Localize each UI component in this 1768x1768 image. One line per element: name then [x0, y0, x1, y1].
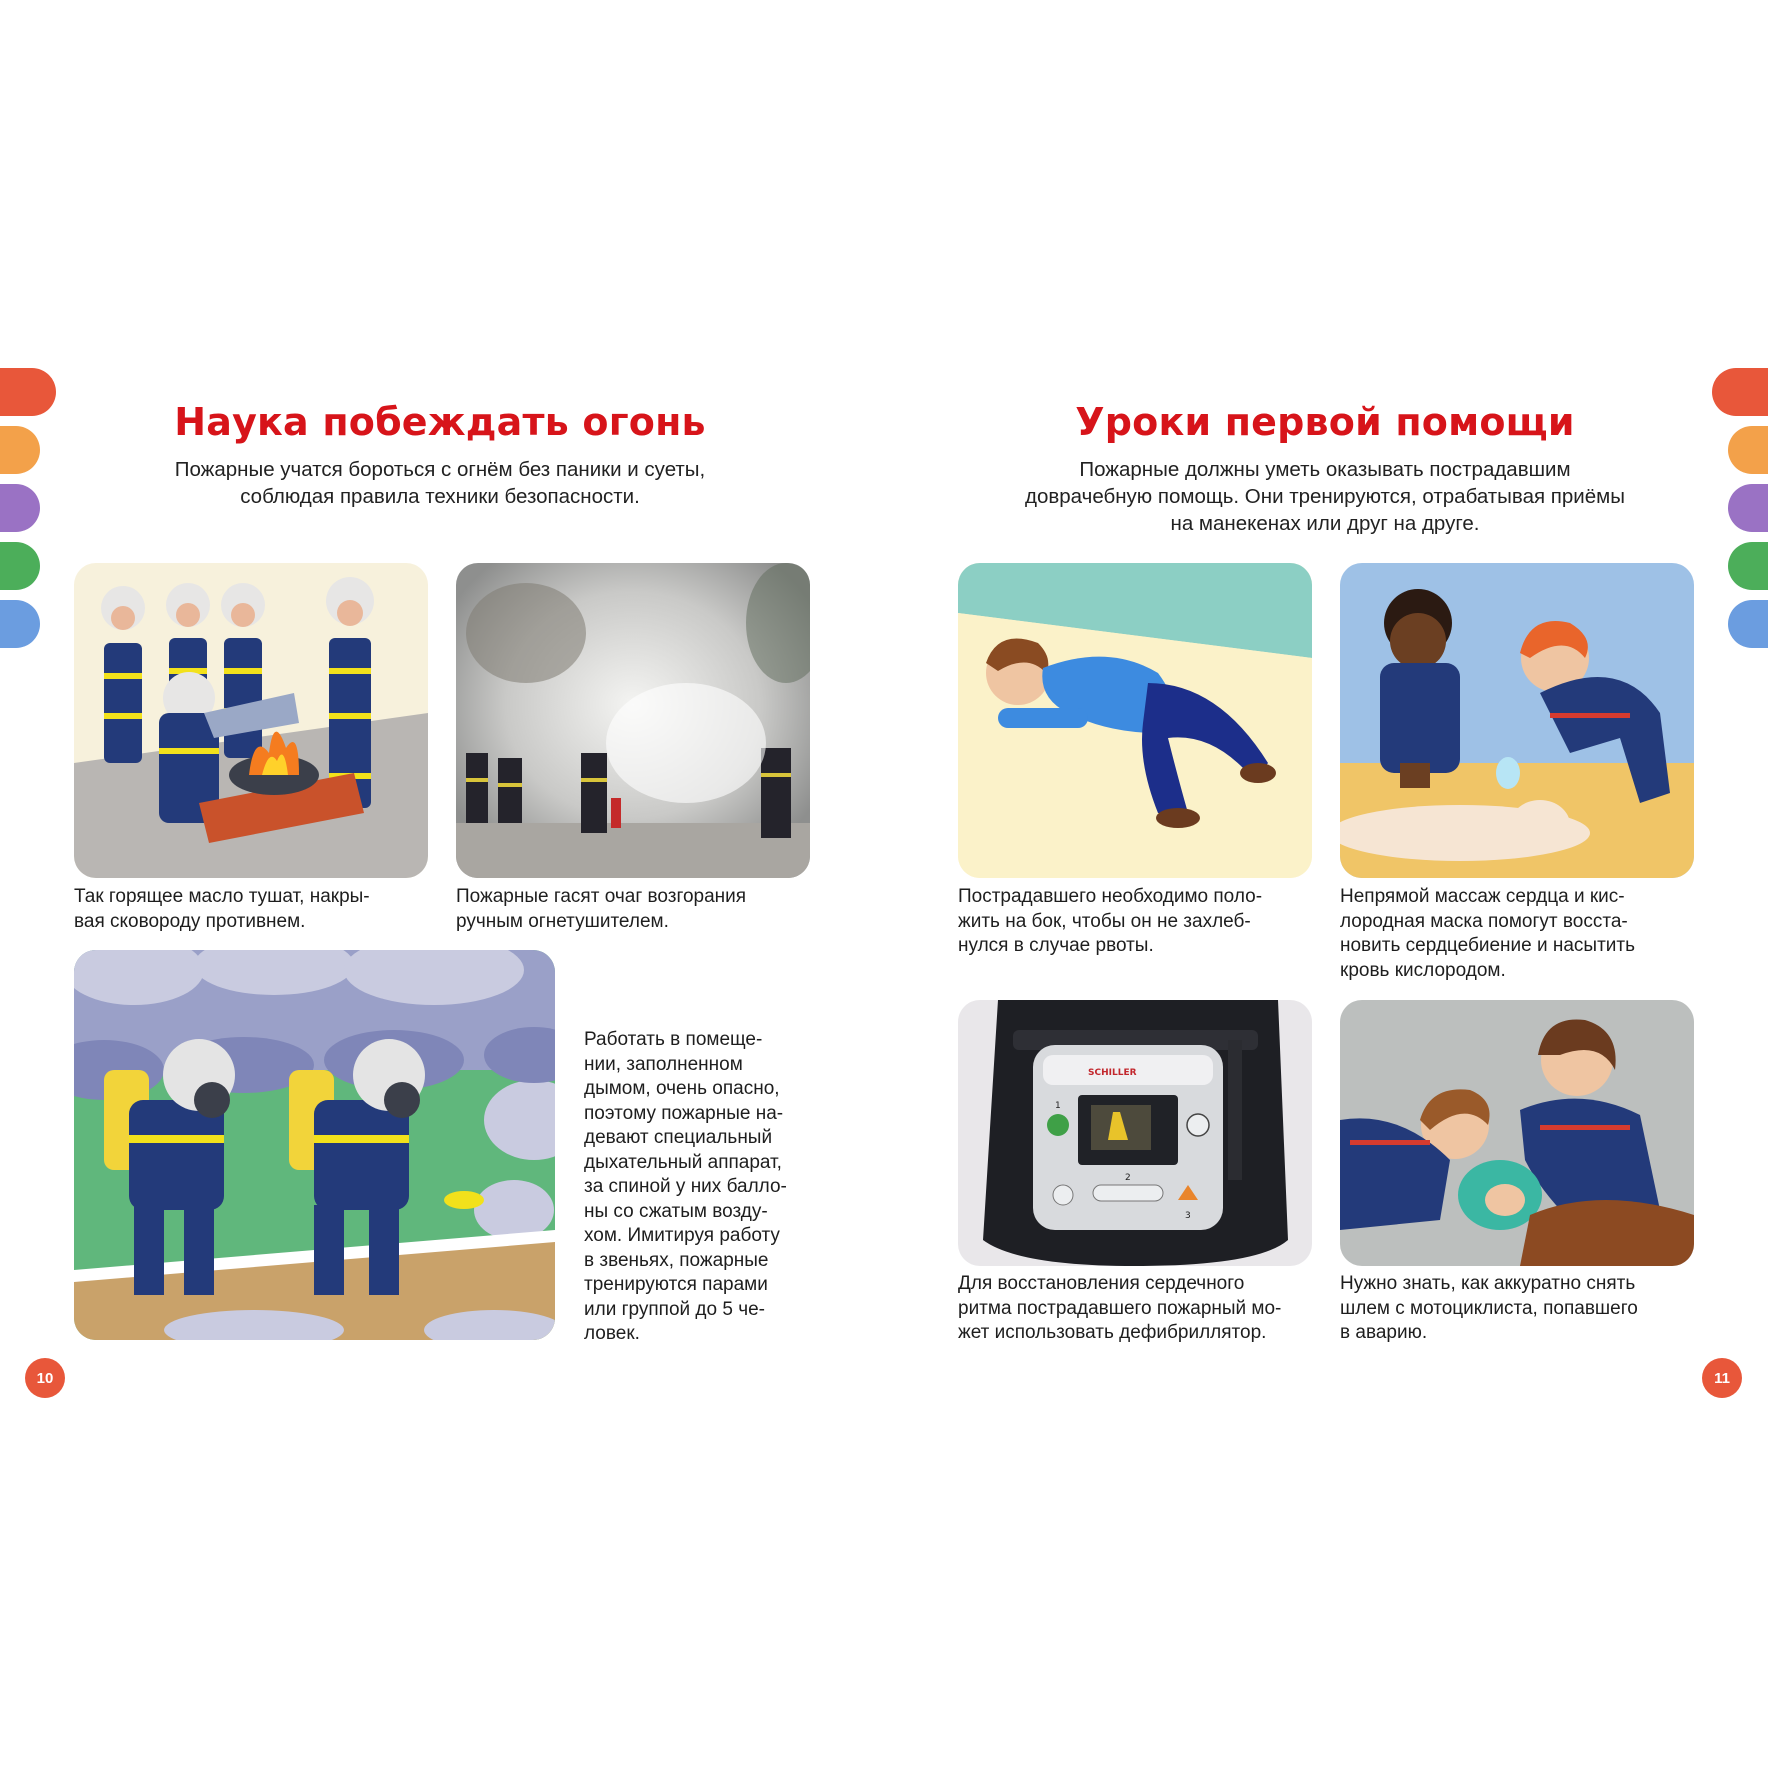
color-tab-blue	[1728, 600, 1768, 648]
oil-fire-illustration	[74, 563, 428, 878]
recovery-position-caption: Пострадавшего необходимо поло- жить на бок, чтобы он не захлеб- нулся в случае рвоты.	[958, 886, 1263, 956]
cpr-illustration	[1340, 563, 1694, 878]
color-tab-blue	[0, 600, 40, 648]
intro-line: Пожарные учатся бороться с огнём без паники и суеты,	[174, 458, 706, 481]
helmet-removal-caption: Нужно знать, как аккуратно снять шлем с мотоциклиста, попавшего в аварию.	[1340, 1273, 1638, 1343]
color-tab-purple	[0, 484, 40, 532]
color-tab-red	[1712, 368, 1768, 416]
defibrillator-step-label: 2	[1125, 1173, 1131, 1183]
cpr-caption: Непрямой массаж сердца и кис- лородная маска помогут восста- новить сердцебиение и насытить кровь кислородом.	[1340, 886, 1635, 981]
helmet-removal-illustration	[1340, 1000, 1694, 1266]
color-tab-green	[0, 542, 40, 590]
intro-line: Пожарные должны уметь оказывать пострадавшим	[1079, 458, 1571, 481]
oil-fire-caption: Так горящее масло тушат, накры- вая сковороду противнем.	[74, 886, 370, 932]
defibrillator-photo	[958, 1000, 1312, 1266]
defibrillator-step-label: 1	[1055, 1101, 1061, 1111]
page-number: 11	[1702, 1358, 1742, 1398]
color-tab-red	[0, 368, 56, 416]
recovery-position-illustration	[958, 563, 1312, 878]
extinguisher-photo	[456, 563, 810, 878]
smoke-room-caption: Работать в помеще- нии, заполненном дымом, очень опасно, поэтому пожарные на- девают специальный дыхательный аппарат, за спиной у них балло- ны со сжатым возду- хом. Имитируя работу в звеньях, пожарные тренируются парами или группой до 5 че- ловек.	[584, 1029, 787, 1344]
defibrillator-brand-label: SCHILLER	[1088, 1068, 1137, 1078]
page-title: Уроки первой помощи	[1075, 400, 1575, 444]
page-number: 10	[25, 1358, 65, 1398]
color-tab-orange	[1728, 426, 1768, 474]
page-intro	[965, 456, 1685, 537]
color-tab-orange	[0, 426, 40, 474]
intro-line: доврачебную помощь. Они тренируются, отрабатывая приёмы	[1025, 485, 1625, 508]
defibrillator-caption: Для восстановления сердечного ритма пострадавшего пожарный мо- жет использовать дефибриллятор.	[958, 1273, 1282, 1343]
intro-line: на манекенах или друг на друге.	[1170, 512, 1480, 535]
page-intro	[100, 456, 780, 510]
extinguisher-caption: Пожарные гасят очаг возгорания ручным огнетушителем.	[456, 886, 747, 932]
color-tab-purple	[1728, 484, 1768, 532]
page-title: Наука побеждать огонь	[174, 400, 706, 444]
intro-line: соблюдая правила техники безопасности.	[240, 485, 640, 508]
defibrillator-step-label: 3	[1185, 1211, 1191, 1221]
smoke-room-illustration	[74, 950, 555, 1340]
color-tab-green	[1728, 542, 1768, 590]
